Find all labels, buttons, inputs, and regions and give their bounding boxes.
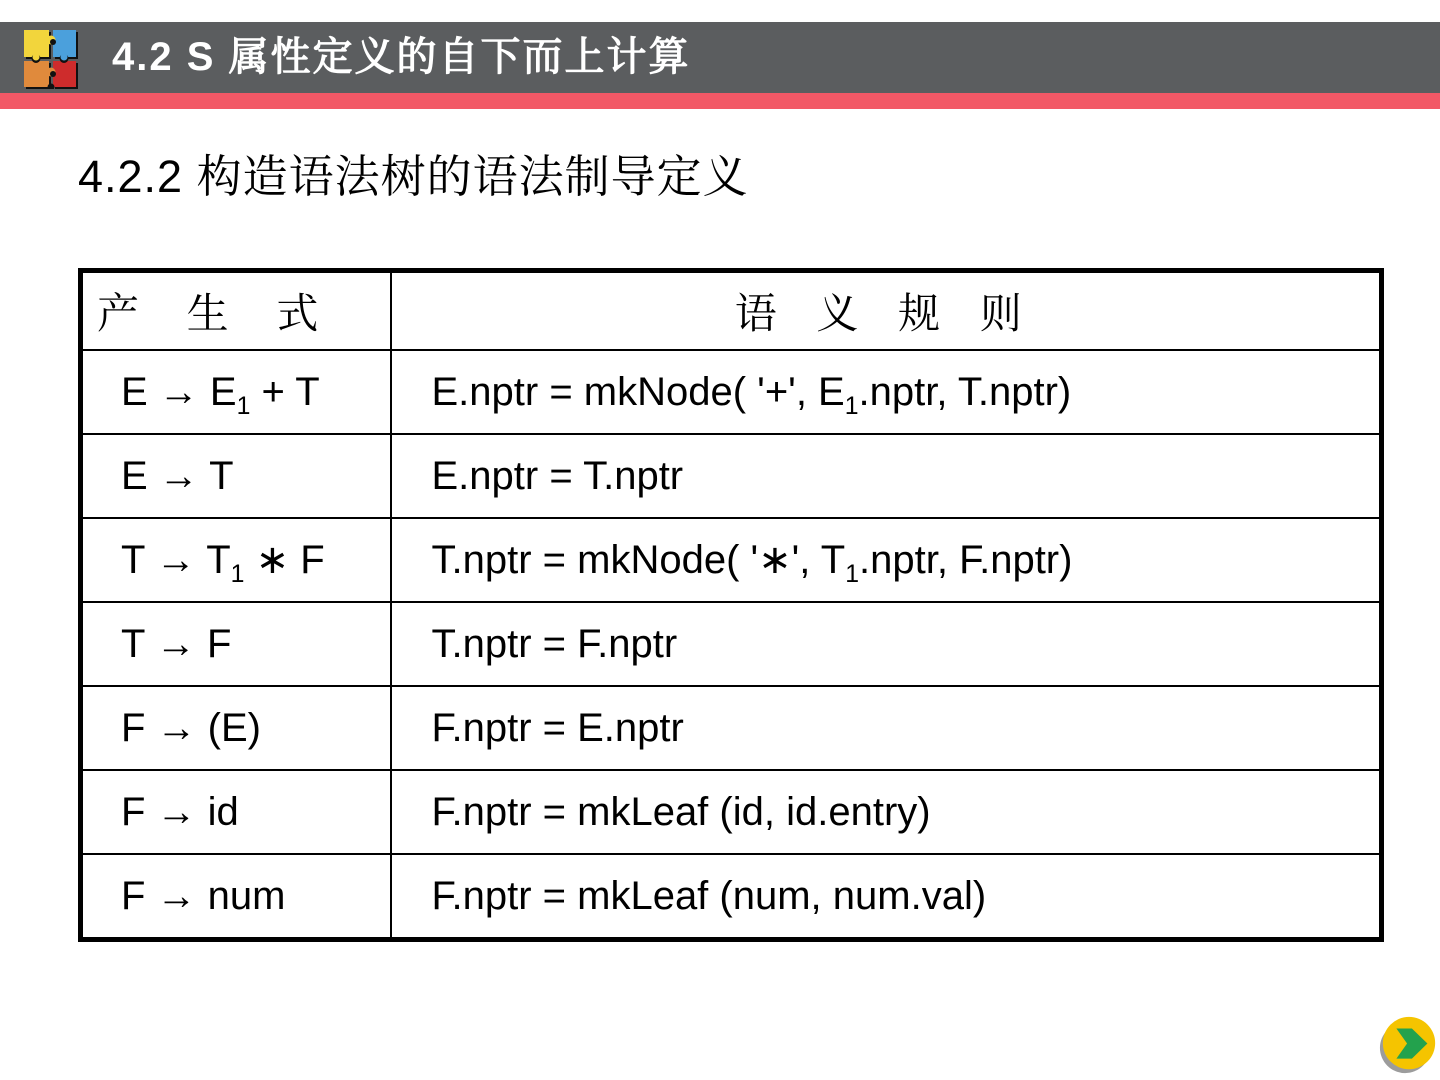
production-cell: F → (E) [81, 686, 391, 770]
table-row [81, 686, 1382, 770]
semantic-rule-cell: T.nptr = F.nptr [391, 602, 1382, 686]
next-button[interactable] [1378, 1014, 1440, 1076]
production-cell: T → F [81, 602, 391, 686]
production-cell: F → num [81, 854, 391, 940]
page-title: 4.2.2 构造语法树的语法制导定义 [78, 151, 749, 202]
column-header-production: 产 生 式 [81, 271, 391, 351]
table-row [81, 350, 1382, 434]
semantic-rule-cell: F.nptr = mkLeaf (num, num.val) [391, 854, 1382, 940]
table-row [81, 434, 1382, 518]
column-header-semantic-rule: 语 义 规 则 [391, 271, 1382, 351]
header-bar [0, 22, 1440, 93]
table-header-row [81, 271, 1382, 351]
table-row [81, 770, 1382, 854]
sdd-table [78, 268, 1384, 942]
table-row [81, 518, 1382, 602]
table-row [81, 602, 1382, 686]
semantic-rule-cell: F.nptr = mkLeaf (id, id.entry) [391, 770, 1382, 854]
table-row [81, 854, 1382, 940]
next-chevron-icon [1378, 1014, 1440, 1076]
semantic-rule-cell: E.nptr = mkNode( '+', $E_1.nptr$, T.nptr) [391, 350, 1382, 434]
production-cell: $T \to T_1$ ∗ F [81, 518, 391, 602]
section-title: 4.2 S 属性定义的自下而上计算 [112, 35, 691, 79]
puzzle-logo-icon [22, 27, 79, 89]
production-cell: F → id [81, 770, 391, 854]
production-cell: E → T [81, 434, 391, 518]
semantic-rule-cell: E.nptr = T.nptr [391, 434, 1382, 518]
semantic-rule-cell: F.nptr = E.nptr [391, 686, 1382, 770]
semantic-rule-cell: T.nptr = mkNode( '∗', $T_1.nptr$, F.nptr) [391, 518, 1382, 602]
accent-stripe [0, 93, 1440, 109]
production-cell: $E \to E_1 + T$ [81, 350, 391, 434]
